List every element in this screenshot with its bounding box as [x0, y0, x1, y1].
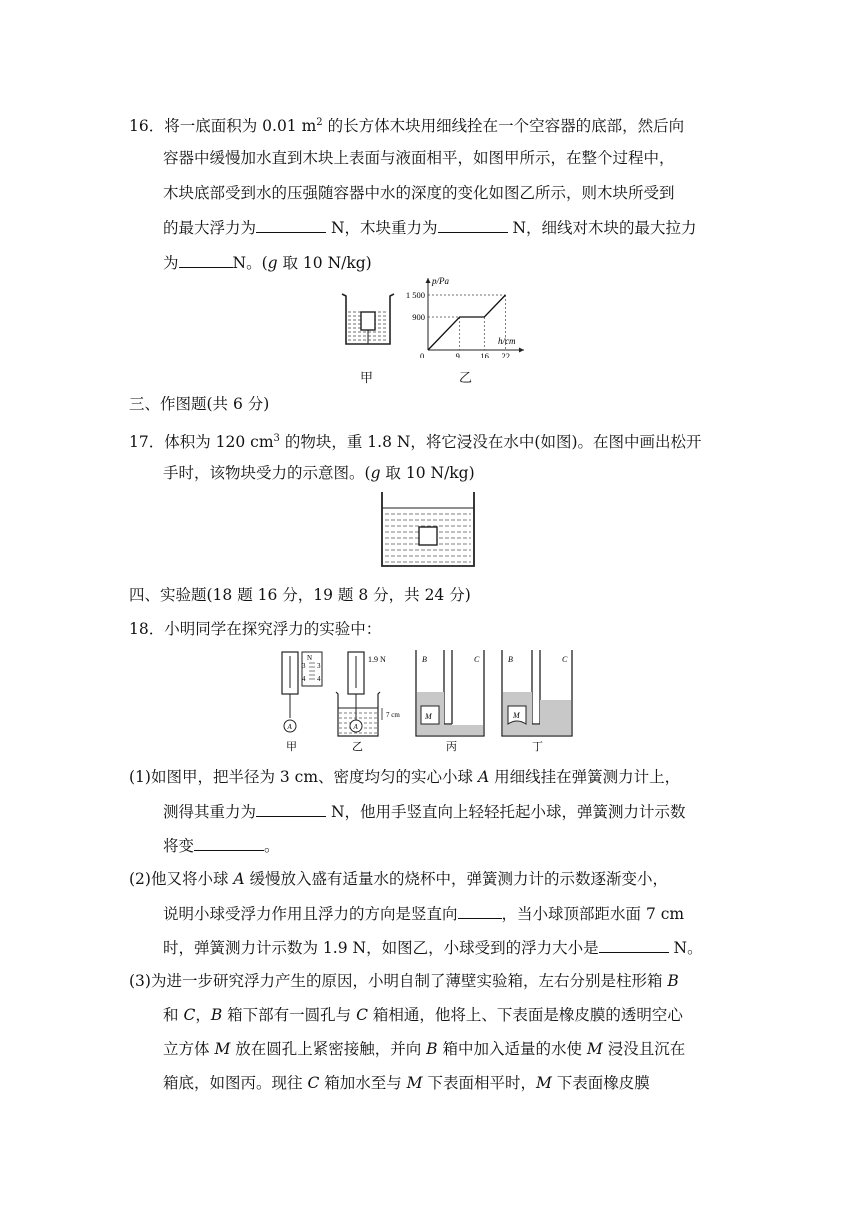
y-axis-arrow: [426, 278, 431, 283]
box-c-label: C: [562, 655, 568, 664]
q18-text: 和: [163, 1006, 184, 1024]
box-b-label: B: [508, 655, 513, 664]
q18-figure: [278, 648, 578, 756]
box-b-label: B: [422, 655, 427, 664]
q16-line4: [163, 216, 697, 239]
answer-blank[interactable]: [438, 216, 508, 233]
cube-label: M: [425, 712, 432, 721]
unit-label: N: [307, 654, 313, 662]
tick-label: 4: [302, 675, 306, 683]
q18-p2-line3: [163, 936, 703, 959]
ball-label: A: [287, 723, 292, 731]
fig-yi-label: 乙: [352, 741, 363, 753]
q18-p3-line4: [163, 1072, 650, 1094]
superscript: 2: [316, 117, 323, 128]
section-4-heading: 四、实验题(18 题 16 分，19 题 8 分，共 24 分): [129, 586, 471, 604]
q17-text: 取 10 N/kg): [380, 464, 475, 482]
tick-label: 4: [317, 675, 321, 683]
q18-text: 箱相通，他将上、下表面是橡皮膜的透明空心: [367, 1006, 683, 1024]
q18-p2-line1: [129, 868, 668, 890]
q18-text: 箱中加入适量的水使: [437, 1040, 587, 1058]
q17-text: 手时，该物块受力的示意图。(: [163, 464, 371, 482]
q18-text: 缓慢放入盛有适量水的烧杯中，弹簧测力计的示数逐渐变小，: [244, 870, 669, 888]
g-symbol: g: [370, 464, 381, 482]
q18-text: 立方体: [163, 1040, 215, 1058]
q18-text: (1)如图甲，把半径为 3 cm、密度均匀的实心小球: [129, 768, 478, 786]
q18-text: ，: [195, 1006, 211, 1024]
box-c-label: C: [474, 655, 480, 664]
q16-text: N，细线对木块的最大拉力: [507, 219, 697, 237]
q18-text: 下表面相平时，: [422, 1074, 536, 1092]
q18-text: 箱下部有一圆孔与: [222, 1006, 357, 1024]
q18-text: (3)为进一步研究浮力产生的原因，小明自制了薄壁实验箱，左右分别是柱形箱: [129, 972, 668, 990]
spring-scale-jia: [282, 652, 322, 732]
x-axis-label: h/cm: [498, 336, 516, 346]
q18-text: 测得其重力为: [163, 803, 257, 821]
symbol-M: M: [586, 1040, 603, 1058]
answer-blank[interactable]: [179, 251, 233, 268]
q18-p1-line1: [129, 766, 680, 788]
q18-text: 放在圆孔上紧密接触，并向: [230, 1040, 427, 1058]
q18-text: (2)他又将小球: [129, 870, 234, 888]
q16-text: N。(: [232, 254, 268, 272]
y-tick-label: 1 500: [405, 290, 425, 300]
q18-text: 下表面橡皮膜: [551, 1074, 650, 1092]
symbol-C: C: [183, 1006, 196, 1024]
answer-blank[interactable]: [458, 902, 502, 919]
superscript: 3: [273, 433, 280, 444]
q18-p2-line2: [163, 902, 684, 925]
q16-text: 取 10 N/kg): [277, 254, 372, 272]
figure-jia-caption: 甲: [360, 371, 374, 386]
q18-text: 。: [264, 837, 280, 855]
symbol-C: C: [307, 1074, 320, 1092]
q16-line3: 木块底部受到水的压强随容器中水的深度的变化如图乙所示，则木块所受到: [163, 184, 675, 202]
cube-label: M: [513, 711, 520, 720]
symbol-M: M: [406, 1074, 423, 1092]
answer-blank[interactable]: [256, 216, 326, 233]
scale-reading: 1.9 N: [368, 655, 386, 664]
g-symbol: g: [267, 254, 278, 272]
q17-line1: [129, 428, 702, 453]
q17-block: [419, 527, 437, 545]
q16-text: 的最大浮力为: [163, 219, 257, 237]
depth-label: 7 cm: [386, 711, 400, 719]
symbol-M: M: [214, 1040, 231, 1058]
symbol-B: B: [667, 972, 679, 990]
q18-p3-line2: [163, 1004, 683, 1026]
ball-label: A: [353, 723, 358, 731]
q18-p1-line2: [163, 800, 686, 823]
q16-text: 16．将一底面积为 0.01 m: [129, 117, 317, 136]
q16-line5: [163, 251, 372, 274]
q17-line2: [163, 462, 475, 484]
section-3-heading: 三、作图题(共 6 分): [129, 395, 270, 413]
q18-p3-line1: [129, 970, 679, 992]
data-line: [428, 295, 505, 350]
q18-text: 时，弹簧测力计示数为 1.9 N，如图乙，小球受到的浮力大小是: [163, 939, 599, 957]
q16-text: 的长方体木块用细线拴在一个空容器的底部，然后向: [322, 117, 685, 136]
fig-ding-label: 丁: [532, 741, 543, 753]
symbol-A: A: [477, 768, 490, 786]
q18-text: N。: [668, 939, 703, 957]
q17-figure-container[interactable]: [378, 490, 478, 570]
q18-title: 18．小明同学在探究浮力的实验中：: [129, 620, 382, 638]
figure-yi-chart: [400, 270, 530, 358]
answer-blank[interactable]: [599, 936, 669, 953]
symbol-C: C: [356, 1006, 368, 1024]
q18-text: ，当小球顶部距水面 7 cm: [501, 905, 685, 923]
q18-text: 浸没且沉在: [602, 1040, 686, 1058]
q16-line2: 容器中缓慢加水直到木块上表面与液面相平，如图甲所示，在整个过程中，: [163, 149, 675, 167]
q18-text: N，他用手竖直向上轻轻托起小球，弹簧测力计示数: [326, 803, 686, 821]
fig-bing-label: 丙: [446, 741, 457, 753]
q18-text: 箱底，如图丙。现往: [163, 1074, 308, 1092]
fig-jia-label: 甲: [286, 741, 297, 753]
figure-jia-beaker: [338, 290, 398, 350]
tick-label: 3: [317, 662, 321, 670]
q16-line1: [129, 112, 684, 137]
q18-text: 将变: [163, 837, 195, 855]
q18-text: 箱加水至与: [319, 1074, 407, 1092]
y-tick-label: 900: [412, 312, 425, 322]
q18-text: 说明小球受浮力作用且浮力的方向是竖直向: [163, 905, 458, 923]
symbol-B: B: [210, 1006, 223, 1024]
symbol-M: M: [535, 1074, 552, 1092]
spring-scale-yi: [336, 652, 400, 736]
apparatus-ding: [502, 650, 572, 736]
x-tick-label: 22: [501, 351, 510, 358]
q16-text: N，木块重力为: [326, 219, 438, 237]
answer-blank[interactable]: [194, 834, 264, 851]
tick-label: 3: [302, 662, 306, 670]
q18-p3-line3: [163, 1038, 685, 1060]
q18-text: 用细线挂在弹簧测力计上，: [489, 768, 681, 786]
q16-text: 为: [163, 254, 179, 272]
x-tick-label: 0: [420, 351, 425, 358]
q17-text: 的物块，重 1.8 N，将它浸没在水中(如图)。在图中画出松开: [279, 433, 702, 452]
figure-yi-caption: 乙: [459, 371, 473, 386]
x-tick-label: 16: [480, 351, 489, 358]
symbol-B: B: [426, 1040, 438, 1058]
y-axis-label: p/Pa: [432, 276, 449, 286]
x-axis-arrow: [519, 348, 524, 353]
x-tick-label: 9: [455, 351, 460, 358]
q17-text: 17．体积为 120 cm: [129, 433, 274, 452]
symbol-A: A: [233, 870, 245, 888]
answer-blank[interactable]: [256, 800, 326, 817]
q18-p1-line3: [163, 834, 280, 857]
apparatus-bing: [416, 650, 484, 736]
